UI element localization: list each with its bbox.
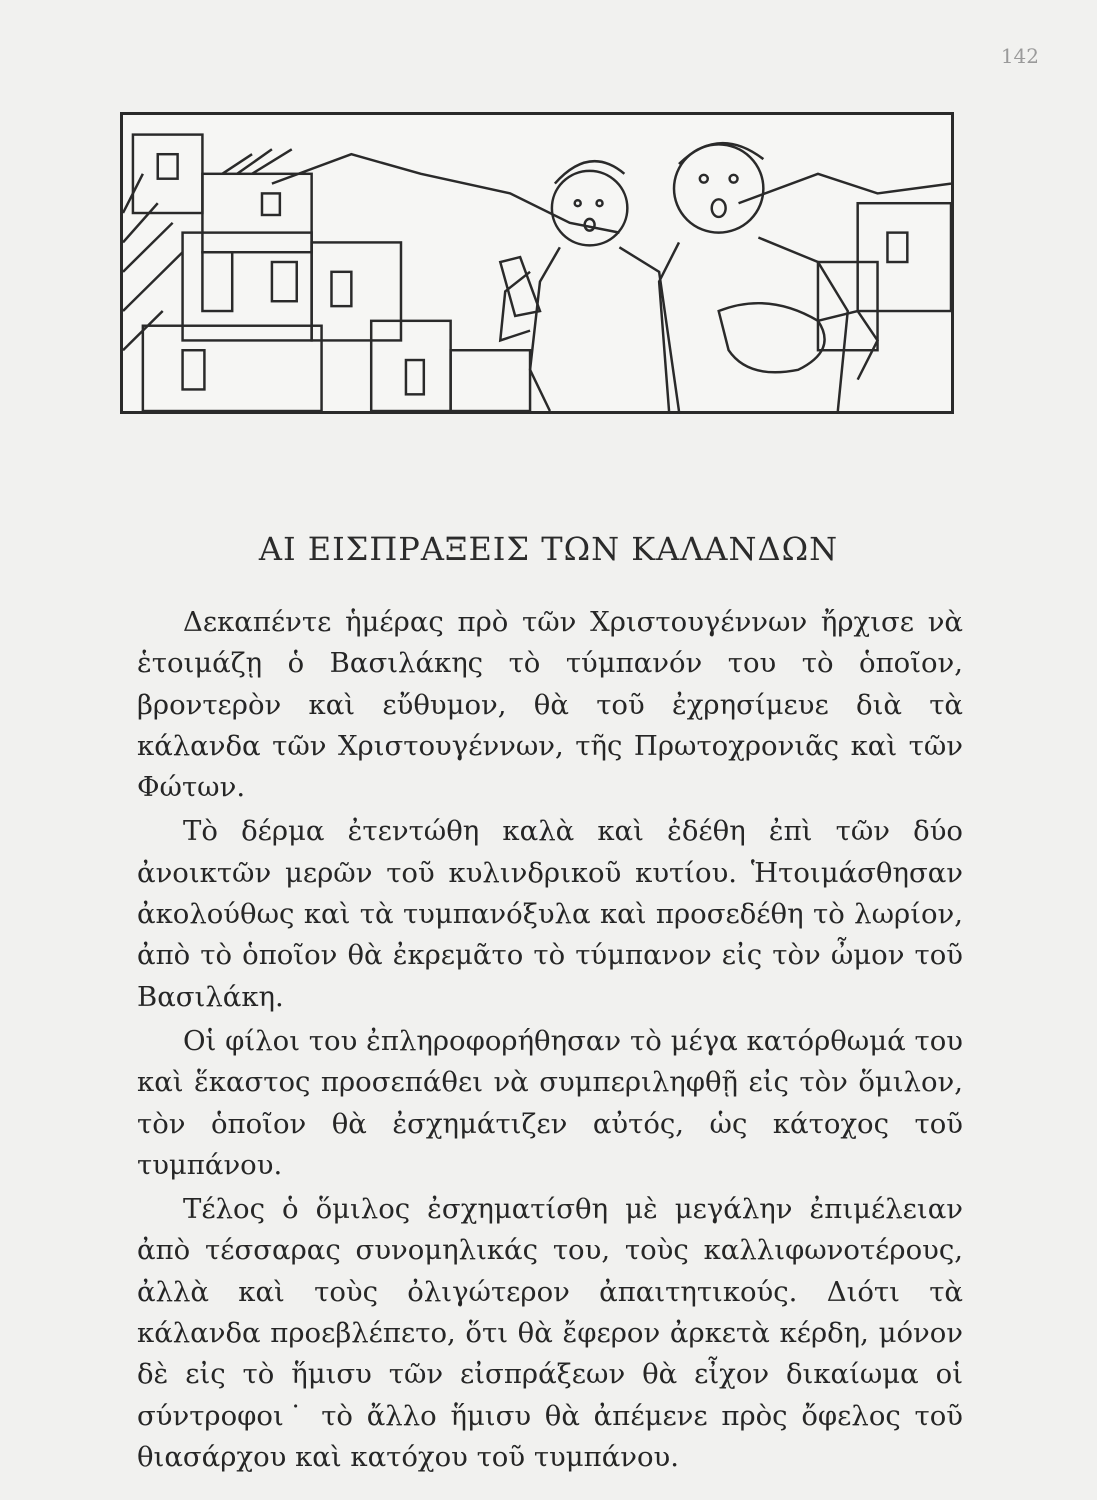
carol-singers-illustration (120, 112, 954, 414)
carol-singers-illustration-icon (123, 115, 951, 411)
body-text (137, 602, 963, 1478)
paragraph: Οἱ φίλοι του ἐπληροφορήθησαν τὸ μέγα κατόρθωμά του καὶ ἕκαστος προσεπάθει νὰ συμπεριληφθῇ εἰς τὸν ὅμιλον, τὸν ὁποῖον θὰ ἐσχημάτιζεν αὐτός, ὡς κάτοχος τοῦ τυμπάνου. (137, 1024, 963, 1181)
paragraph: Τέλος ὁ ὅμιλος ἐσχηματίσθη μὲ μεγάλην ἐπιμέλειαν ἀπὸ τέσσαρας συνομηλικάς του, τοὺς καλλιφωνοτέρους, ἀλλὰ καὶ τοὺς ὀλιγώτερον ἀπαιτητικούς. Διότι τὰ κάλανδα προεβλέπετο, ὅτι θὰ ἔφερον ἀρκετὰ κέρδη, μόνον δὲ εἰς τὸ ἥμισυ τῶν εἰσπράξεων θὰ εἶχον δικαίωμα οἱ σύντροφοι˙ τὸ ἄλλο ἥμισυ θὰ ἀπέμενε πρὸς ὄφελος τοῦ θιασάρχου καὶ κατόχου τοῦ τυμπάνου. (137, 1193, 963, 1473)
page-title: ΑΙ ΕΙΣΠΡΑΞΕΙΣ ΤΩΝ ΚΑΛΑΝΔΩΝ (258, 530, 839, 568)
paragraph: Δεκαπέντε ἡμέρας πρὸ τῶν Χριστουγέννων ἤρχισε νὰ ἑτοιμάζῃ ὁ Βασιλάκης τὸ τύμπανόν του τὸ ὁποῖον, βροντερὸν καὶ εὔθυμον, θὰ τοῦ ἐχρησίμευε διὰ τὰ κάλανδα τῶν Χριστουγέννων, τῆς Πρωτοχρονιᾶς καὶ τῶν Φώτων. (137, 606, 963, 804)
paragraph: Τὸ δέρμα ἐτεντώθη καλὰ καὶ ἐδέθη ἐπὶ τῶν δύο ἀνοικτῶν μερῶν τοῦ κυλινδρικοῦ κυτίου. Ἡτοιμάσθησαν ἀκολούθως καὶ τὰ τυμπανόξυλα καὶ προσεδέθη τὸ λωρίον, ἀπὸ τὸ ὁποῖον θὰ ἐκρεμᾶτο τὸ τύμπανον εἰς τὸν ὦμον τοῦ Βασιλάκη. (137, 815, 963, 1013)
page-number: 142 (1000, 44, 1039, 68)
